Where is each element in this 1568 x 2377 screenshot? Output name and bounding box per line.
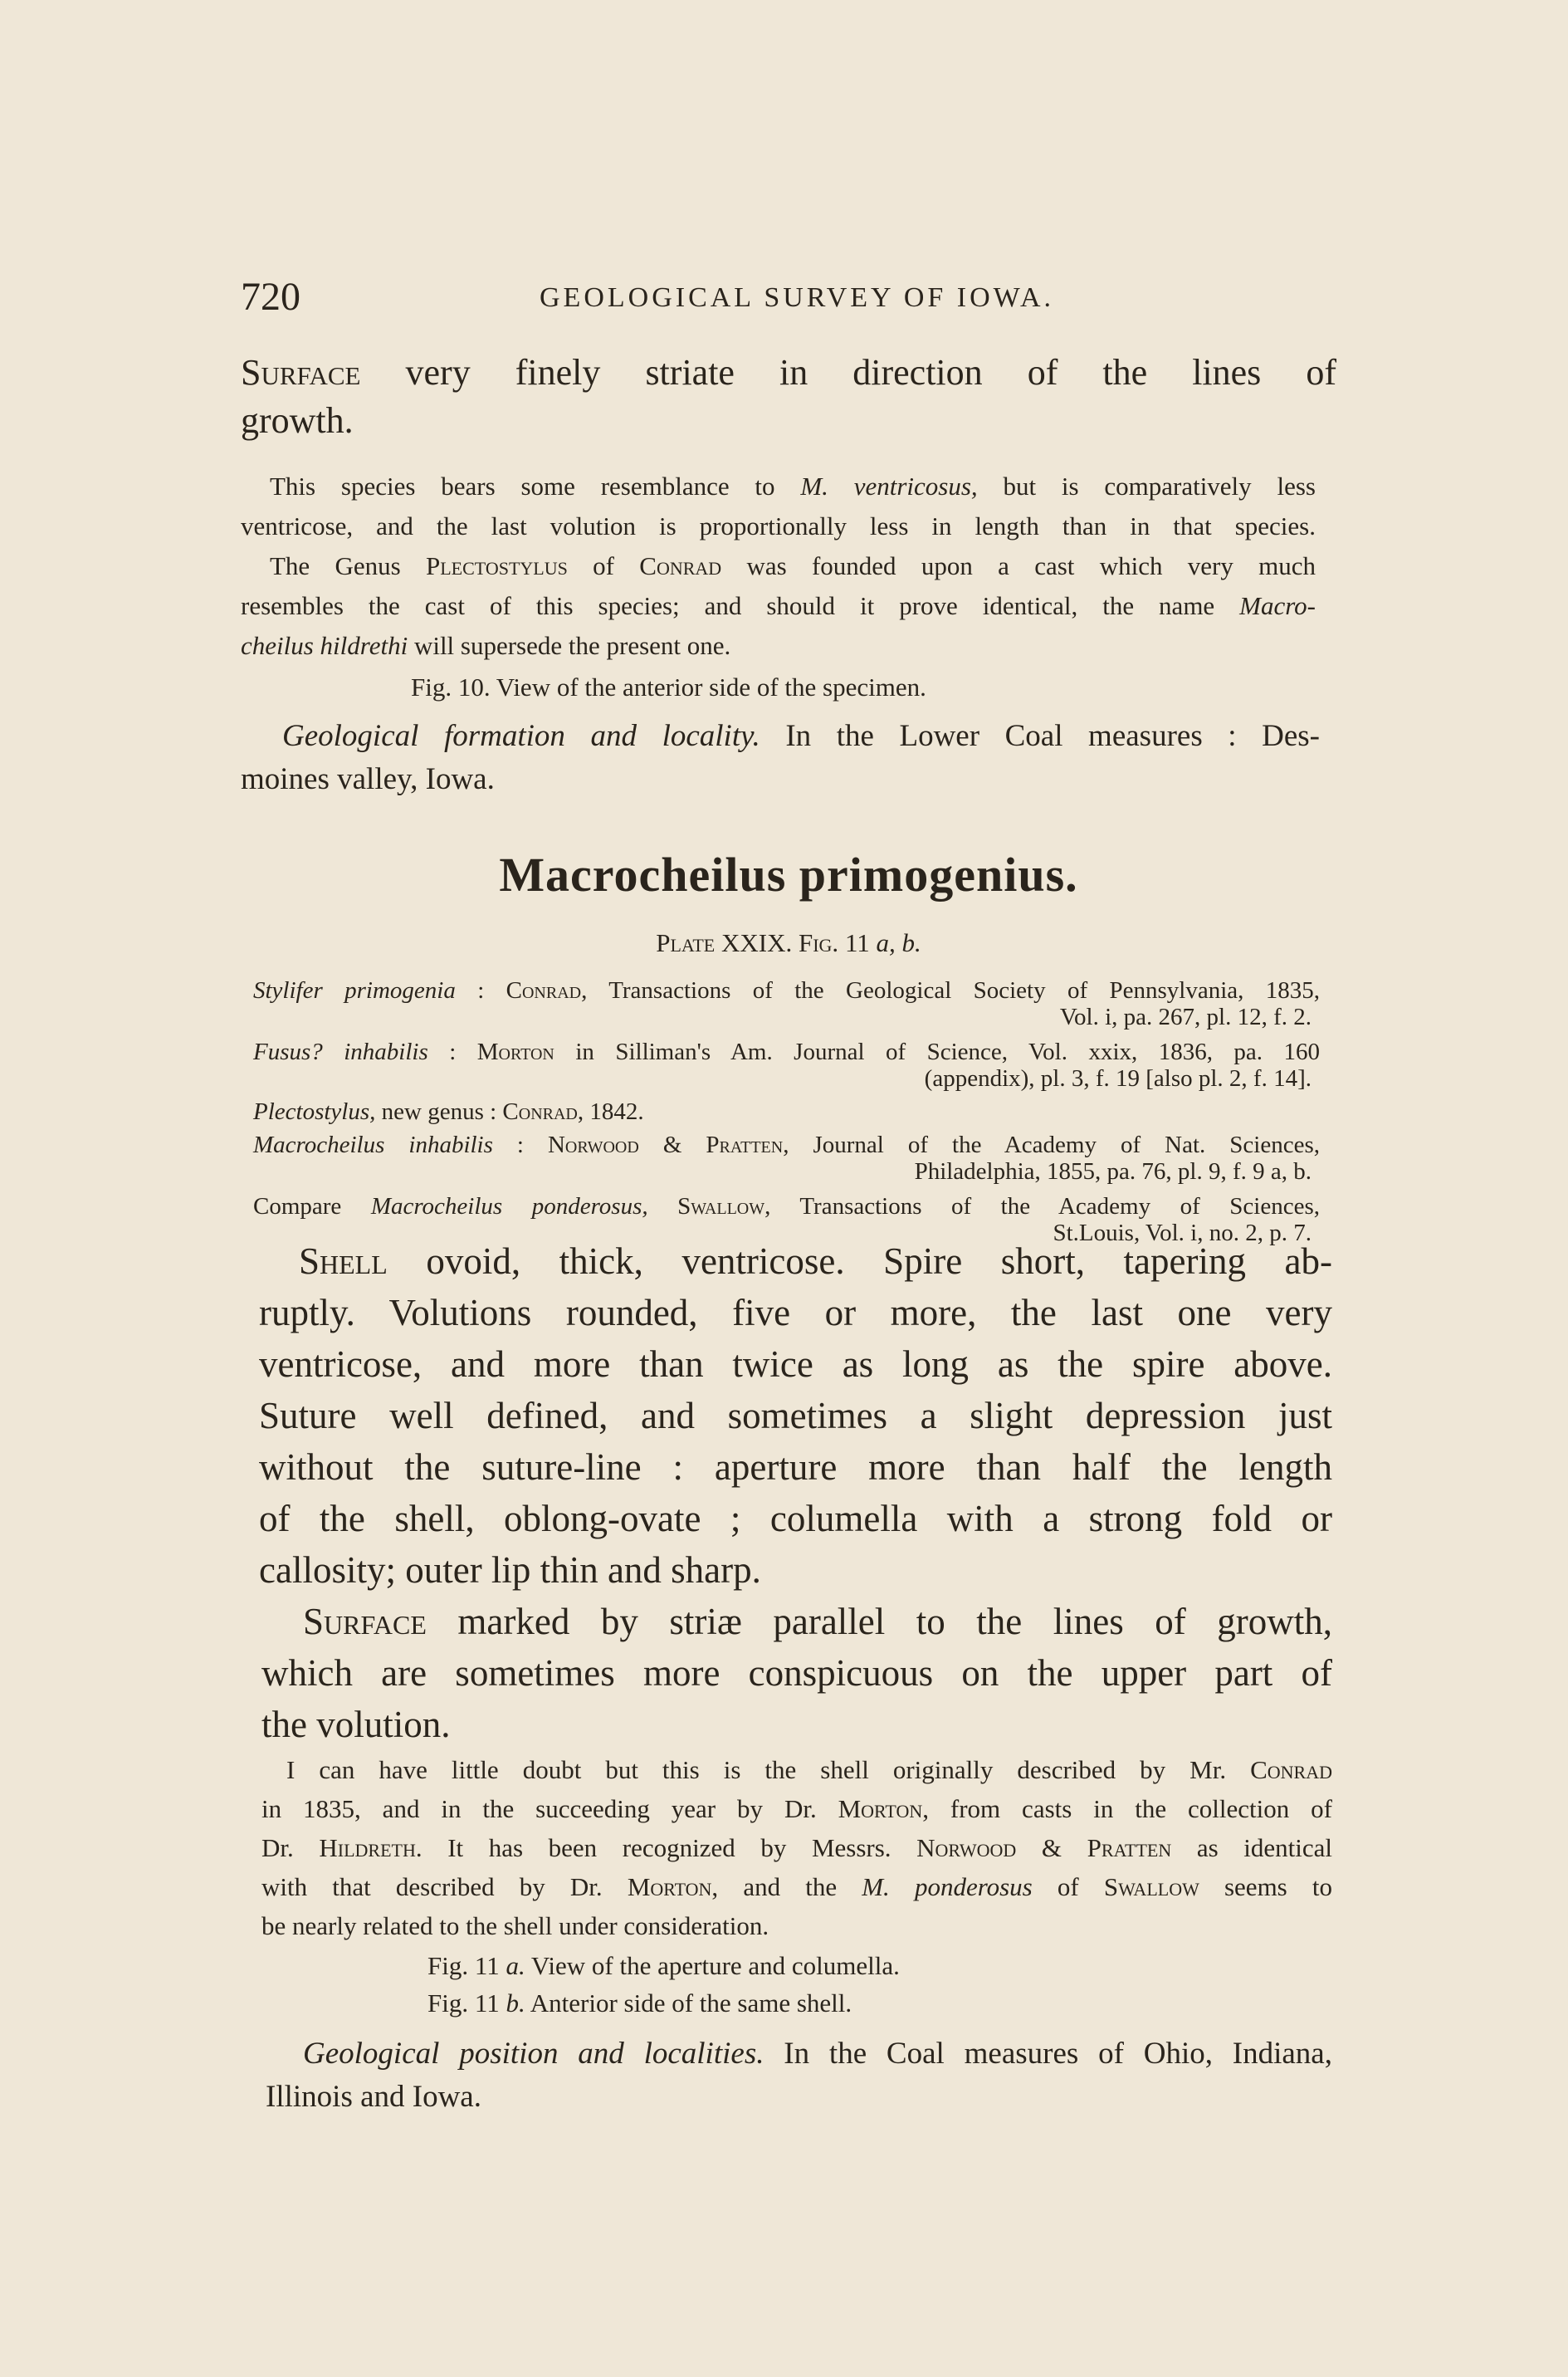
surface-line-1: Surface very finely striate in direction of the lines of xyxy=(241,352,1336,393)
description-line-1: Shell ovoid, thick, ventricose. Spire short, tapering ab- xyxy=(299,1240,1332,1282)
note-line-1: I can have little doubt but this is the shell originally described by Mr. Conrad xyxy=(286,1755,1332,1784)
note-line-3: Dr. Hildreth. It has been recognized by Messrs. Norwood & Pratten as identical xyxy=(261,1833,1332,1862)
description-line-7: callosity; outer lip thin and sharp. xyxy=(259,1549,761,1591)
synonym-1: Stylifer primogenia : Conrad, Transactions of the Geological Society of Pennsylvania, 1835, xyxy=(253,977,1320,1004)
page-header xyxy=(241,274,1336,332)
geo-position-line-2: Illinois and Iowa. xyxy=(266,2080,481,2114)
synonym-1-cont: Vol. i, pa. 267, pl. 12, f. 2. xyxy=(1059,1004,1312,1030)
remark-line-5: cheilus hildrethi will supersede the present one. xyxy=(241,631,731,660)
synonym-3: Plectostylus, new genus : Conrad, 1842. xyxy=(253,1098,644,1125)
remark-line-1: This species bears some resemblance to M. ventricosus, but is comparatively less xyxy=(270,472,1316,501)
note-line-5: be nearly related to the shell under consideration. xyxy=(261,1911,769,1940)
geo-formation-line-2: moines valley, Iowa. xyxy=(241,762,495,796)
synonym-5: Compare Macrocheilus ponderosus, Swallow, Transactions of the Academy of Sciences, xyxy=(253,1193,1320,1220)
species-title: Macrocheilus primogenius. xyxy=(499,848,1078,902)
figure-11a-caption: Fig. 11 a. View of the aperture and columella. xyxy=(427,1951,900,1980)
note-line-4: with that described by Dr. Morton, and the M. ponderosus of Swallow seems to xyxy=(261,1872,1332,1901)
geo-formation-line-1: Geological formation and locality. In the Lower Coal measures : Des- xyxy=(282,719,1320,753)
plate-reference: Plate XXIX. Fig. 11 a, b. xyxy=(656,928,921,957)
synonym-2-cont: (appendix), pl. 3, f. 19 [also pl. 2, f. 14]. xyxy=(924,1065,1312,1092)
surface-desc-line-2: which are sometimes more conspicuous on the upper part of xyxy=(261,1652,1332,1694)
note-line-2: in 1835, and in the succeeding year by Dr. Morton, from casts in the collection of xyxy=(261,1794,1332,1823)
surface-line-2: growth. xyxy=(241,400,354,441)
figure-11b-caption: Fig. 11 b. Anterior side of the same shell. xyxy=(427,1988,852,2018)
description-line-4: Suture well defined, and sometimes a slight depression just xyxy=(259,1395,1332,1436)
description-line-6: of the shell, oblong-ovate ; columella with a strong fold or xyxy=(259,1498,1332,1539)
synonym-2: Fusus? inhabilis : Morton in Silliman's Am. Journal of Science, Vol. xxix, 1836, pa. 160 xyxy=(253,1039,1320,1065)
surface-desc-line-1: Surface marked by striæ parallel to the lines of growth, xyxy=(303,1601,1332,1642)
running-title: GEOLOGICAL SURVEY OF IOWA. xyxy=(540,282,1055,313)
figure-10-caption: Fig. 10. View of the anterior side of the specimen. xyxy=(411,673,926,702)
synonym-4-cont: Philadelphia, 1855, pa. 76, pl. 9, f. 9 a, b. xyxy=(914,1158,1312,1185)
remark-line-4: resembles the cast of this species; and should it prove identical, the name Macro- xyxy=(241,591,1316,620)
synonym-5-cont: St.Louis, Vol. i, no. 2, p. 7. xyxy=(1053,1220,1312,1246)
page-number: 720 xyxy=(241,275,300,319)
synonym-4: Macrocheilus inhabilis : Norwood & Pratten, Journal of the Academy of Nat. Sciences, xyxy=(253,1132,1320,1158)
remark-line-2: ventricose, and the last volution is proportionally less in length than in that species. xyxy=(241,511,1316,540)
description-line-5: without the suture-line : aperture more than half the length xyxy=(259,1446,1332,1488)
geo-position-line-1: Geological position and localities. In the Coal measures of Ohio, Indiana, xyxy=(303,2037,1332,2071)
surface-desc-line-3: the volution. xyxy=(261,1704,451,1745)
description-line-2: ruptly. Volutions rounded, five or more, the last one very xyxy=(259,1292,1332,1333)
description-line-3: ventricose, and more than twice as long as the spire above. xyxy=(259,1343,1332,1385)
remark-line-3: The Genus Plectostylus of Conrad was founded upon a cast which very much xyxy=(270,551,1316,580)
